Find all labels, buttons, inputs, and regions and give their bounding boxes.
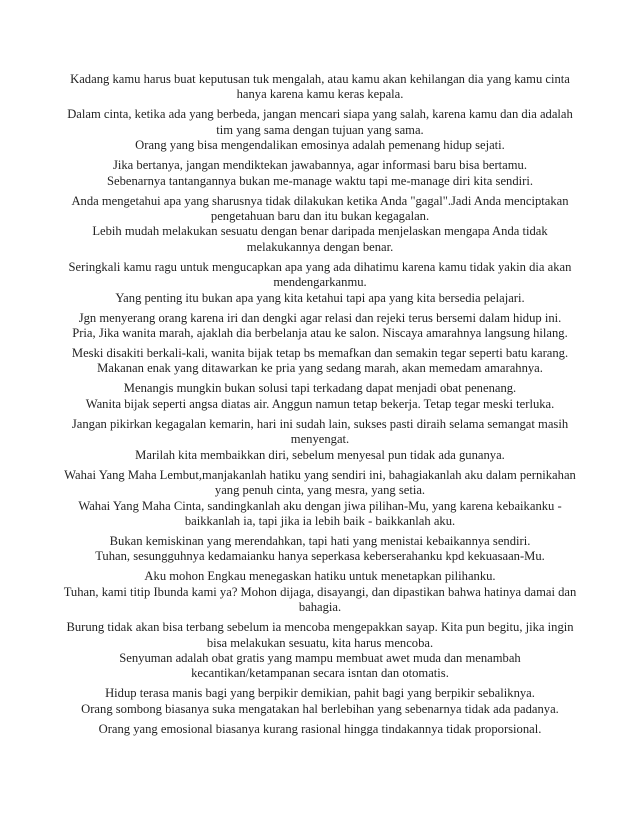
paragraph: Bukan kemiskinan yang merendahkan, tapi hati yang menistai kebaikannya sendiri.: [109, 533, 531, 548]
paragraph: Makanan enak yang ditawarkan ke pria yang sedang marah, akan memedam amarahnya.: [97, 361, 543, 376]
paragraph: Wahai Yang Maha Cinta, sandingkanlah aku dengan jiwa pilihan-Mu, yang karena kebaikanku - baikkanlah ia, tapi jika ia lebih baik - baikkanlah aku.: [78, 498, 562, 528]
paragraph: Orang yang emosional biasanya kurang rasional hingga tindakannya tidak proporsional.: [98, 721, 542, 736]
paragraph: Jangan pikirkan kegagalan kemarin, hari ini sudah lain, sukses pasti diraih selama semangat masih menyengat.: [71, 416, 569, 447]
document-page: [60, 72, 580, 742]
paragraph: Tuhan, kami titip Ibunda kami ya? Mohon dijaga, disayangi, dan dipastikan bahwa hatinya damai dan bahagia.: [63, 584, 577, 615]
paragraph: Wahai Yang Maha Lembut,manjakanlah hatiku yang sendiri ini, bahagiakanlah aku dalam pernikahan yang penuh cinta, yang mesra, yang setia.: [64, 467, 576, 498]
paragraph: Anda mengetahui apa yang sharusnya tidak dilakukan ketika Anda "gagal".Jadi Anda menciptakan pengetahuan baru dan itu bukan kegagalan.: [71, 193, 569, 224]
paragraph: Sebenarnya tantangannya bukan me-manage waktu tapi me-manage diri kita sendiri.: [107, 173, 533, 188]
paragraph: Orang sombong biasanya suka mengatakan hal berlebihan yang sebenarnya tidak ada padanya.: [81, 701, 559, 716]
paragraph: Menangis mungkin bukan solusi tapi terkadang dapat menjadi obat penenang.: [123, 381, 517, 396]
paragraph: Senyuman adalah obat gratis yang mampu membuat awet muda dan menambah kecantikan/ketampanan secara isntan dan otomatis.: [119, 650, 521, 681]
paragraph: Marilah kita membaikkan diri, sebelum menyesal pun tidak ada gunanya.: [135, 447, 505, 462]
paragraph: Pria, Jika wanita marah, ajaklah dia berbelanja atau ke salon. Niscaya amarahnya langsung hilang.: [72, 326, 568, 341]
paragraph: Jgn menyerang orang karena iri dan dengki agar relasi dan rejeki terus bersemi dalam hidup ini.: [78, 310, 562, 325]
paragraph: Aku mohon Engkau menegaskan hatiku untuk menetapkan pilihanku.: [144, 569, 496, 584]
paragraph: Tuhan, sesungguhnya kedamaianku hanya seperkasa keberserahanku kpd kekuasaan-Mu.: [95, 549, 545, 564]
paragraph: Seringkali kamu ragu untuk mengucapkan apa yang ada dihatimu karena kamu tidak yakin dia akan mendengarkanmu.: [68, 259, 572, 290]
paragraph: Dalam cinta, ketika ada yang berbeda, jangan mencari siapa yang salah, karena kamu dan dia adalah tim yang sama dengan tujuan yang sama.: [67, 107, 573, 137]
paragraph: Orang yang bisa mengendalikan emosinya adalah pemenang hidup sejati.: [135, 138, 505, 153]
paragraph: Kadang kamu harus buat keputusan tuk mengalah, atau kamu akan kehilangan dia yang kamu cinta hanya karena kamu keras kepala.: [70, 72, 570, 102]
paragraph: Lebih mudah melakukan sesuatu dengan benar daripada menjelaskan mengapa Anda tidak melakukannya dengan benar.: [92, 224, 548, 254]
paragraph: Hidup terasa manis bagi yang berpikir demikian, pahit bagi yang berpikir sebaliknya.: [105, 686, 535, 701]
paragraph: Jika bertanya, jangan mendiktekan jawabannya, agar informasi baru bisa bertamu.: [112, 158, 528, 173]
paragraph: Wanita bijak seperti angsa diatas air. Anggun namun tetap bekerja. Tetap tegar meski terluka.: [85, 396, 555, 411]
paragraph: Burung tidak akan bisa terbang sebelum ia mencoba mengepakkan sayap. Kita pun begitu, jika ingin bisa melakukan sesuatu, kita harus mencoba.: [66, 620, 574, 650]
paragraph: Yang penting itu bukan apa yang kita ketahui tapi apa yang kita bersedia pelajari.: [115, 290, 525, 305]
paragraph: Meski disakiti berkali-kali, wanita bijak tetap bs memafkan dan semakin tegar seperti batu karang.: [71, 346, 569, 361]
